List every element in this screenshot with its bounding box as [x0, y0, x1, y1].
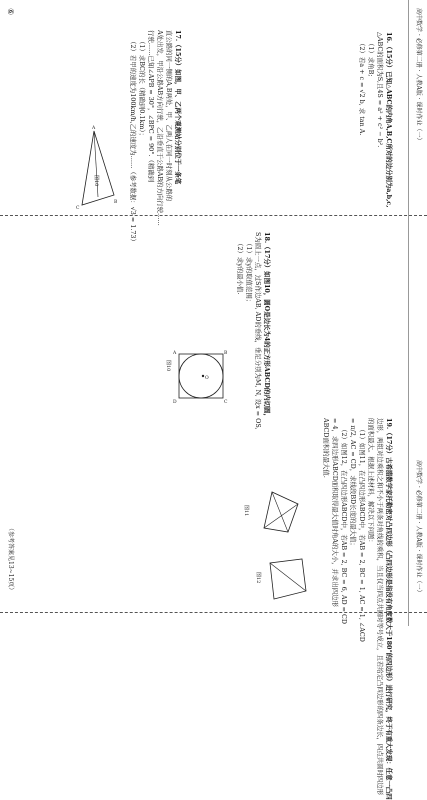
page-number: ⑥: [6, 8, 15, 16]
q19-line: 边形，两组对边乘积之和不小于两条对角线的乘积，当且仅当四点共圆时等号成立，且若给定凸四边形的四条边长，四点共圆时四边形: [376, 418, 384, 796]
q19-line: 19.（17分）古希腊数学家托勒密对凸四边形（凸四边形是指没有角度数大于180°的四边形）进行研究，终于有重大发现：任意一凸四: [385, 418, 393, 800]
q19-figure-11-label: 图11: [243, 505, 249, 517]
svg-text:A: A: [92, 126, 96, 131]
q18-letter-c: C: [224, 400, 228, 404]
q18-line: 18.（17分）如图10，圆O是边长为4的正方形ABCD的内切圆，: [263, 232, 271, 420]
q16-line: （2）若a + c = √2 b, 求 tan A.: [358, 40, 366, 136]
q18-letter-b: B: [224, 351, 228, 356]
q17-line: A处出发，甲沿公路AB方向行驶，乙沿垂直于公路AB的方向行驶……: [156, 30, 164, 226]
svg-text:B: B: [114, 200, 118, 205]
q19-figure-12-label: 图12: [255, 572, 261, 584]
q18-square-circle-figure: [173, 348, 229, 404]
q17-line: （1）求BC的长（精确到0.1km）；: [138, 38, 146, 139]
q18-line: （1）求y的取值范围；: [245, 240, 253, 306]
q17-line: 行驶……已知∠APB = 30°，∠BPC = 90°.（精确到: [147, 30, 155, 183]
cut-line-top: [0, 215, 427, 216]
header-top-right: 高中数学 · 必修第二册 · 人教A版 · 课时作业（一）: [415, 8, 422, 144]
answer-reference-note: （参考答案见13~15页）: [7, 525, 14, 594]
q19-figure-11: [258, 488, 302, 536]
q17-triangle-figure: [72, 125, 122, 215]
q16-line: 16.（15分）已知△ABC的内角A,B,C所对的边分别为a,b,c,: [385, 32, 393, 208]
q18-letter-d: D: [173, 400, 177, 404]
q18-letter-o: O: [205, 376, 209, 381]
q19-line: （2）如图12，在凸四边形ABCD中，若AB = 2, BC = 6, AD = CD: [340, 426, 348, 624]
q17-line: （2）若甲的速度为100km/h,乙的速度为……（参考数据：√3 ≈ 1.73）: [129, 38, 137, 245]
q19-line: 的面积最大。根据上述材料，解决以下问题：: [367, 418, 375, 546]
q17-line: 17.（15分）如图，甲、乙两个观测站分别位于一条笔: [174, 30, 182, 185]
q19-line: = π/2, AC = CD，求线段BD长度的最大值；: [349, 418, 357, 549]
q18-line: （2）求y的最小值.: [236, 240, 244, 295]
q18-letter-a: A: [173, 351, 177, 356]
q16-line: （1）求角B;: [367, 40, 375, 77]
q17-line: 直公路的同一侧的A,B两处，甲、乙两人在同一时刻从公路的: [165, 30, 173, 202]
q19-line: （1）如图11，在凸四边形ABCD中，若AB = 2, BC = 1, AC = 1, ∠ACD: [358, 426, 366, 642]
q19-figure-12: [266, 555, 310, 603]
svg-text:C: C: [76, 206, 80, 211]
right-margin-rule: [408, 0, 409, 626]
q19-line: = 4，求四边形ABCD面积取得最大值时角A的大小，并求出四边形: [331, 418, 339, 607]
q18-line: S为圆上一点，过S作边AB, AD的垂线，垂足分别为M, N, 设x = OS,: [254, 232, 262, 430]
q16-line: △ABC的面积为S,且4S = a² + c² − b².: [376, 32, 384, 148]
q17-figure-label: 图10: [93, 175, 99, 187]
q19-line: ABCD面积的最大值.: [322, 418, 330, 478]
header-bottom-right: 高中数学 · 必修第二册 · 人教A版 · 课时作业（一）: [415, 460, 422, 596]
q18-figure-label: 图10: [165, 360, 171, 372]
